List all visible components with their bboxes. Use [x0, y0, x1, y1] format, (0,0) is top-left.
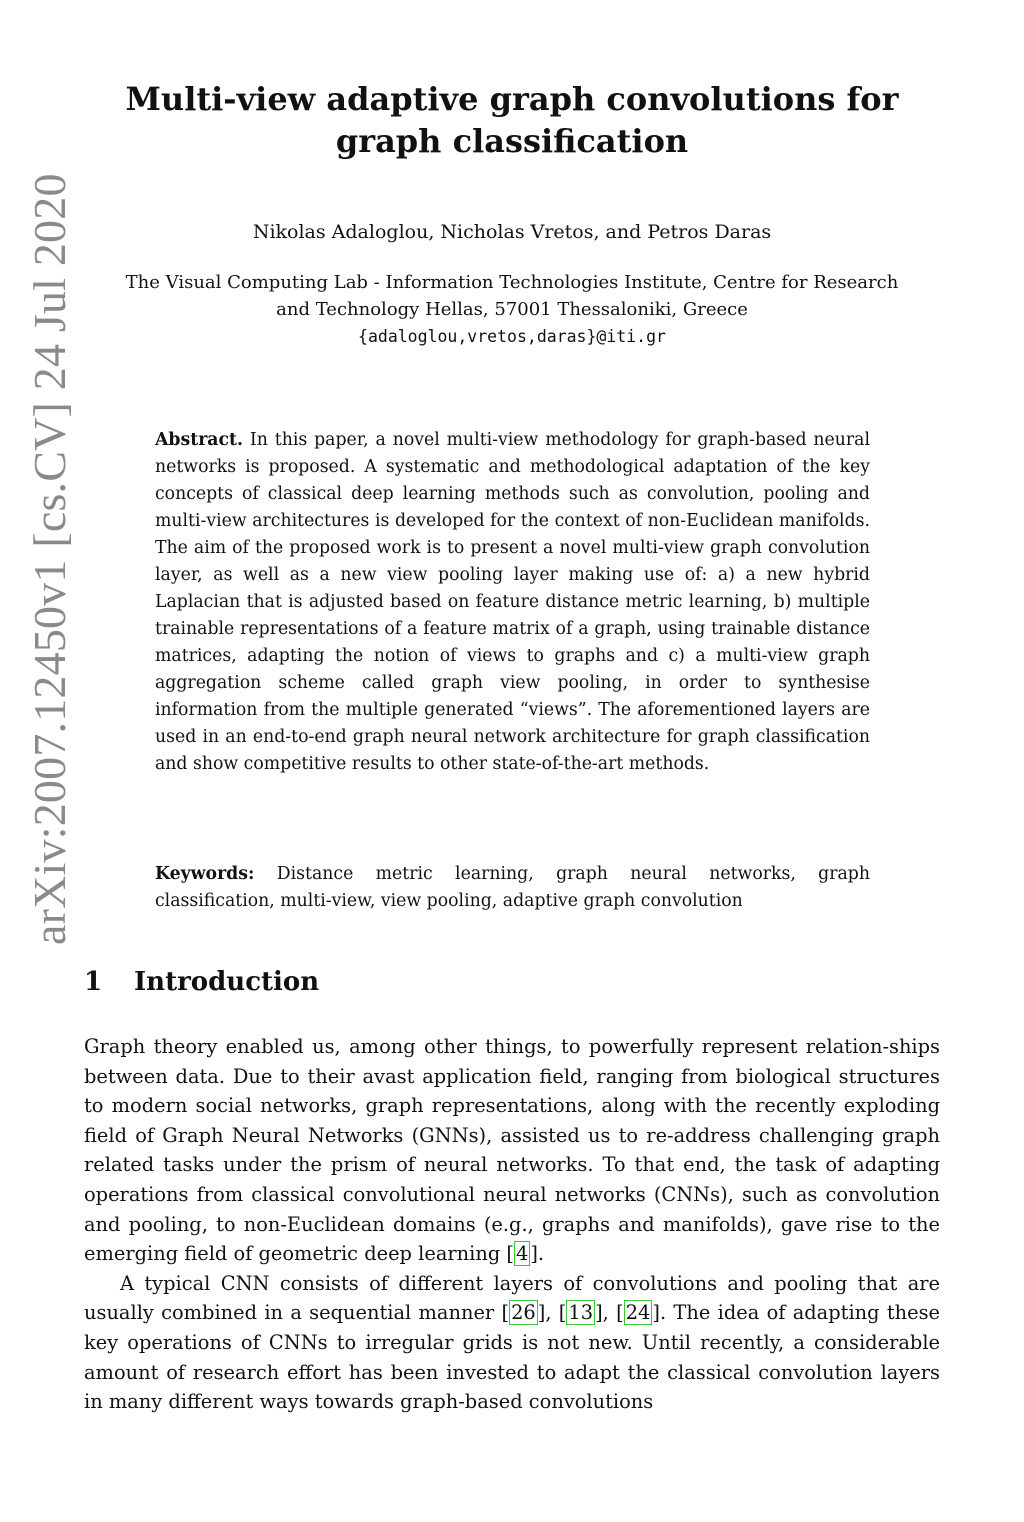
paper-title [84, 78, 940, 162]
abstract [155, 427, 870, 778]
abstract-label: Abstract. [155, 430, 244, 450]
intro-paragraph-2: A typical CNN consists of different layers of convolutions and pooling that are usually combined in a sequential manner [ 26 ], [ 13 ], [ 24 ]. The idea of adapting these key operations of CNNs to irregular grids is not new. Until recently, a considerable amount of research effort has been invested to adapt the classical convolution layers in many different ways towards graph-based convolutions [84, 1271, 941, 1414]
keywords-text: Distance metric learning, graph neural networks, graph classification, multi-view, view pooling, adaptive graph convolution [155, 864, 870, 911]
citation-link[interactable]: 4 [515, 1242, 529, 1266]
keywords [155, 861, 870, 915]
author-emails: {adaloglou,vretos,daras}@iti.gr [358, 327, 666, 346]
affiliation-line-2: and Technology Hellas, 57001 Thessaloniki, Greece [276, 299, 748, 320]
section-title: Introduction [134, 967, 320, 997]
keywords-label: Keywords: [155, 864, 255, 884]
citation-separator: , [545, 1301, 552, 1325]
citation-link[interactable]: 26 [511, 1301, 536, 1325]
intro-paragraph-2-text-a: A typical CNN consists of different layers of convolutions and pooling that are usually combined in a sequential manner [84, 1271, 940, 1325]
citation-link[interactable]: 13 [568, 1301, 594, 1325]
citation-separator: , [602, 1301, 609, 1325]
affiliation-line-1: The Visual Computing Lab - Information Technologies Institute, Centre for Research [125, 272, 899, 293]
citation-link[interactable]: 24 [625, 1301, 651, 1325]
section-heading-introduction [84, 964, 319, 1000]
intro-paragraph-1-end: . [537, 1242, 545, 1266]
intro-paragraph-2-text-b: . The idea of adapting these key operations of CNNs to irregular grids is not new. Until recently, a considerable amount of research effort has been invested to adapt the classical convolution layers in many different ways towards graph-based convolutions [84, 1301, 941, 1414]
introduction-body [84, 1032, 940, 1417]
section-number: 1 [84, 967, 103, 997]
intro-paragraph-1: Graph theory enabled us, among other things, to powerfully represent relation-ships between data. Due to their avast application field, ranging from biological structures to modern social networks, graph representations, along with the recently exploding field of Graph Neural Networks (GNNs), assisted us to re-address challenging graph related tasks under the prism of neural networks. To that end, the task of adapting operations from classical convolutional neural networks (CNNs), such as convolution and pooling, to non-Euclidean domains (e.g., graphs and manifolds), gave rise to the emerging field of geometric deep learning [ 4 ]. [84, 1035, 940, 1266]
affiliation-block [84, 269, 940, 350]
arxiv-identifier-stamp: arXiv:2007.12450v1 [cs.CV] 24 Jul 2020 [24, 173, 75, 945]
title-line-2: graph classification [335, 122, 689, 160]
intro-paragraph-1-text: Graph theory enabled us, among other things, to powerfully represent relation-ships between data. Due to their avast application field, ranging from biological structures to modern social networks, graph representations, along with the recently exploding field of Graph Neural Networks (GNNs), assisted us to re-address challenging graph related tasks under the prism of neural networks. To that end, the task of adapting operations from classical convolutional neural networks (CNNs), such as convolution and pooling, to non-Euclidean domains (e.g., graphs and manifolds), gave rise to the emerging field of geometric deep learning [84, 1035, 940, 1266]
abstract-text: In this paper, a novel multi-view methodology for graph-based neural networks is proposed. A systematic and methodological adaptation of the key concepts of classical deep learning methods such as convolution, pooling and multi-view architectures is developed for the context of non-Euclidean manifolds. The aim of the proposed work is to present a novel multi-view graph convolution layer, as well as a new view pooling layer making use of: a) a new hybrid Laplacian that is adjusted based on feature distance metric learning, b) multiple trainable representations of a feature matrix of a graph, using trainable distance matrices, adapting the notion of views to graphs and c) a multi-view graph aggregation scheme called graph view pooling, in order to synthesise information from the multiple generated “views”. The aforementioned layers are used in an end-to-end graph neural network architecture for graph classification and show competitive results to other state-of-the-art methods. [155, 430, 870, 774]
title-line-1: Multi-view adaptive graph convolutions for [125, 80, 899, 118]
author-list: Nikolas Adaloglou, Nicholas Vretos, and Petros Daras [252, 221, 772, 243]
